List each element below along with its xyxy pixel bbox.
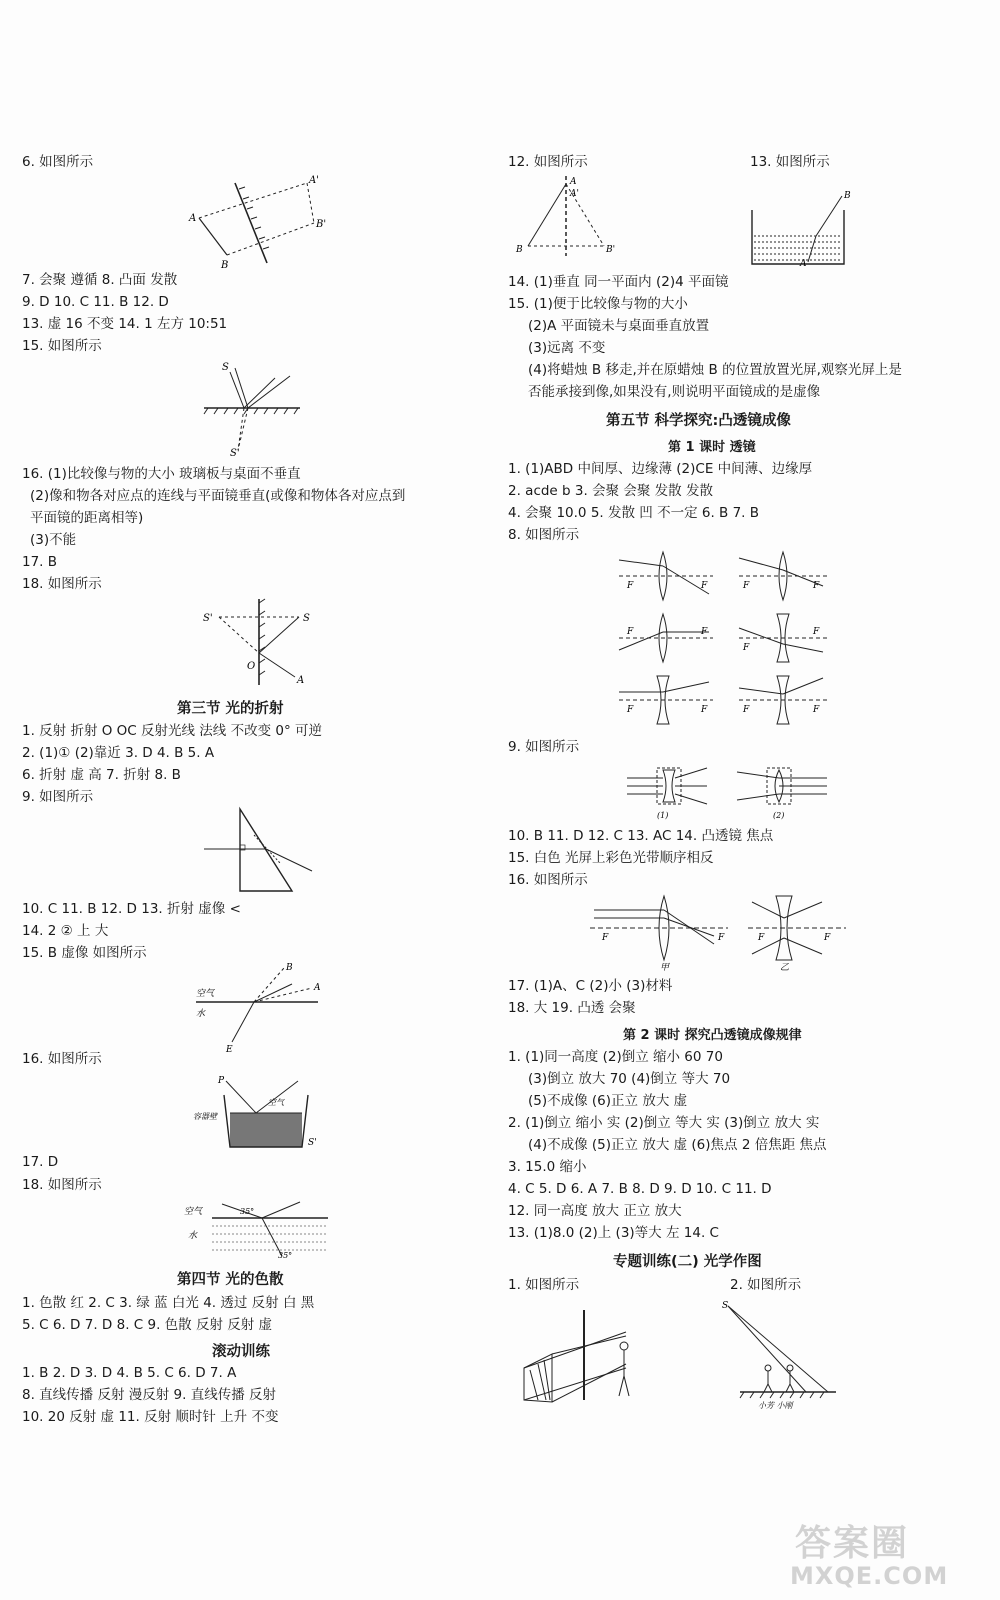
svg-text:(2): (2) <box>773 811 785 820</box>
answer-line: 16. (1)比较像与物的大小 玻璃板与桌面不垂直 <box>22 466 301 482</box>
answer-line: 12. 如图所示 <box>508 154 588 170</box>
svg-text:F: F <box>627 581 634 591</box>
svg-text:F: F <box>701 705 708 715</box>
svg-text:F: F <box>758 933 765 943</box>
svg-text:空气: 空气 <box>184 1207 203 1217</box>
svg-text:B': B' <box>606 245 616 255</box>
figure-pinhole-person <box>516 1300 666 1408</box>
watermark-url: MXQE.COM <box>790 1562 949 1590</box>
watermark-logo: 答案圈 <box>795 1523 910 1564</box>
svg-text:B': B' <box>316 219 327 230</box>
svg-text:F: F <box>701 581 708 591</box>
svg-text:E: E <box>226 1045 233 1055</box>
svg-text:F: F <box>602 933 609 943</box>
answer-line: 1. (1)ABD 中间厚、边缘薄 (2)CE 中间薄、边缘厚 <box>508 461 813 477</box>
svg-text:A: A <box>314 983 321 993</box>
section-title: 滚动训练 <box>212 1344 270 1360</box>
answer-line: 10. B 11. D 12. C 13. AC 14. 凸透镜 焦点 <box>508 828 774 844</box>
answer-line: 14. (1)垂直 同一平面内 (2)4 平面镜 <box>508 274 729 290</box>
answer-line: 1. (1)同一高度 (2)倒立 缩小 60 70 <box>508 1049 723 1065</box>
answer-line: 18. 如图所示 <box>22 1177 102 1193</box>
answer-line: 4. C 5. D 6. A 7. B 8. D 9. D 10. C 11. D <box>508 1181 772 1197</box>
section-title: 第三节 光的折射 <box>177 701 284 717</box>
svg-text:水: 水 <box>188 1231 198 1241</box>
answer-line: (4)将蜡烛 B 移走,并在原蜡烛 B 的位置放置光屏,观察光屏上是 <box>528 362 902 378</box>
svg-text:F: F <box>743 643 750 653</box>
svg-text:A: A <box>570 177 577 187</box>
figure-13-water-tank <box>748 190 858 268</box>
answer-line: (4)不成像 (5)正立 放大 虚 (6)焦点 2 倍焦距 焦点 <box>528 1137 827 1153</box>
answer-line: 6. 如图所示 <box>22 154 94 170</box>
figure-mirror-image-ab <box>187 175 347 270</box>
figure-prism-refraction <box>202 805 322 895</box>
answer-line: 14. 2 ② 上 大 <box>22 923 109 939</box>
svg-text:A: A <box>800 259 807 269</box>
answer-line: (3)不能 <box>30 532 77 548</box>
answer-line: 18. 如图所示 <box>22 576 102 592</box>
svg-text:乙: 乙 <box>780 963 790 973</box>
svg-text:F: F <box>813 705 820 715</box>
answer-line: 1. 反射 折射 O OC 反射光线 法线 不改变 0° 可逆 <box>22 723 323 739</box>
svg-text:P: P <box>218 1076 225 1086</box>
answer-line: 17. (1)A、C (2)小 (3)材料 <box>508 978 673 994</box>
answer-line: 18. 大 19. 凸透 会聚 <box>508 1000 636 1016</box>
svg-text:O: O <box>247 661 256 672</box>
section-title: 专题训练(二) 光学作图 <box>613 1254 762 1270</box>
svg-text:35°: 35° <box>240 1207 255 1216</box>
answer-line: (2)A 平面镜未与桌面垂直放置 <box>528 318 710 334</box>
svg-text:空气: 空气 <box>268 1098 284 1107</box>
figure-street-lamp <box>718 1296 848 1416</box>
answer-line: 17. B <box>22 554 58 570</box>
svg-text:A: A <box>189 213 197 224</box>
answer-line: 5. C 6. D 7. D 8. C 9. 色散 反射 反射 虚 <box>22 1317 273 1333</box>
answer-line: 2. (1)倒立 缩小 实 (2)倒立 等大 实 (3)倒立 放大 实 <box>508 1115 820 1131</box>
figure-lens-box <box>623 758 833 820</box>
figure-lens-grid <box>613 548 833 738</box>
answer-line: 15. 白色 光屏上彩色光带顺序相反 <box>508 850 714 866</box>
svg-text:S': S' <box>230 448 240 459</box>
svg-text:(1): (1) <box>657 811 669 820</box>
svg-text:A': A' <box>309 175 319 186</box>
figure-air-water-refraction <box>192 962 322 1057</box>
answer-line: 16. 如图所示 <box>508 872 588 888</box>
svg-text:35°: 35° <box>278 1251 293 1260</box>
svg-text:A: A <box>297 675 305 686</box>
answer-line: 1. B 2. D 3. D 4. B 5. C 6. D 7. A <box>22 1365 237 1381</box>
lesson-title: 第 2 课时 探究凸透镜成像规律 <box>623 1028 802 1043</box>
answer-line: 10. 20 反射 虚 11. 反射 顺时针 上升 不变 <box>22 1409 279 1425</box>
svg-text:B: B <box>286 963 293 973</box>
svg-text:S: S <box>222 362 229 373</box>
section-title: 第四节 光的色散 <box>177 1272 284 1288</box>
svg-text:A': A' <box>570 189 579 199</box>
answer-line: 6. 折射 虚 高 7. 折射 8. B <box>22 767 181 783</box>
answer-line: (5)不成像 (6)正立 放大 虚 <box>528 1093 688 1109</box>
answer-line: 1. 色散 红 2. C 3. 绿 蓝 白光 4. 透过 反射 白 黑 <box>22 1295 315 1311</box>
answer-line: 13. (1)8.0 (2)上 (3)等大 左 14. C <box>508 1225 719 1241</box>
answer-line: 3. 15.0 缩小 <box>508 1159 587 1175</box>
svg-text:F: F <box>813 581 820 591</box>
answer-line: 7. 会聚 遵循 8. 凸面 发散 <box>22 272 178 288</box>
svg-text:F: F <box>824 933 831 943</box>
figure-mirror-s-o-a <box>197 595 327 690</box>
svg-text:S: S <box>722 1301 729 1311</box>
svg-text:B: B <box>844 191 851 201</box>
answer-line: (2)像和物各对应点的连线与平面镜垂直(或像和物体各对应点到 <box>30 488 406 504</box>
answer-line: 13. 虚 16 不变 14. 1 左方 10:51 <box>22 316 228 332</box>
svg-text:甲: 甲 <box>660 963 670 973</box>
figure-air-water-35 <box>182 1198 332 1263</box>
figure-container-water <box>190 1075 340 1155</box>
svg-text:F: F <box>718 933 725 943</box>
svg-text:S: S <box>303 613 310 624</box>
answer-line: 4. 会聚 10.0 5. 发散 凹 不一定 6. B 7. B <box>508 505 760 521</box>
svg-text:F: F <box>627 627 634 637</box>
svg-text:水: 水 <box>196 1009 206 1019</box>
answer-line: 2. acde b 3. 会聚 会聚 发散 发散 <box>508 483 713 499</box>
answer-line: 9. 如图所示 <box>508 739 580 755</box>
figure-12-mirror <box>508 172 628 262</box>
svg-text:S': S' <box>308 1138 317 1148</box>
svg-text:容器壁: 容器壁 <box>193 1112 217 1121</box>
svg-text:B: B <box>516 245 523 255</box>
answer-line: 15. 如图所示 <box>22 338 102 354</box>
answer-line: 平面镜的距离相等) <box>30 510 144 526</box>
answer-line: 9. D 10. C 11. B 12. D <box>22 294 169 310</box>
answer-line: 15. B 虚像 如图所示 <box>22 945 147 961</box>
section-title: 第五节 科学探究:凸透镜成像 <box>606 413 791 429</box>
svg-text:F: F <box>743 581 750 591</box>
answer-line: 12. 同一高度 放大 正立 放大 <box>508 1203 682 1219</box>
answer-line: 9. 如图所示 <box>22 789 94 805</box>
svg-text:F: F <box>813 627 820 637</box>
answer-line: 1. 如图所示 <box>508 1277 580 1293</box>
answer-line: 8. 直线传播 反射 漫反射 9. 直线传播 反射 <box>22 1387 277 1403</box>
svg-text:F: F <box>701 627 708 637</box>
answer-line: 否能承接到像,如果没有,则说明平面镜成的是虚像 <box>528 384 821 400</box>
figure-reflection-s <box>200 358 310 458</box>
answer-line: 2. 如图所示 <box>730 1277 802 1293</box>
svg-text:空气: 空气 <box>196 989 215 999</box>
answer-line: 13. 如图所示 <box>750 154 830 170</box>
answer-line: (3)远离 不变 <box>528 340 606 356</box>
answer-line: 17. D <box>22 1154 59 1170</box>
svg-text:S': S' <box>203 613 213 624</box>
svg-text:F: F <box>743 705 750 715</box>
answer-line: 10. C 11. B 12. D 13. 折射 虚像 < <box>22 901 241 917</box>
svg-text:B: B <box>221 260 229 271</box>
answer-line: 8. 如图所示 <box>508 527 580 543</box>
answer-line: (3)倒立 放大 70 (4)倒立 等大 70 <box>528 1071 731 1087</box>
figure-lens-jia-yi <box>588 890 848 972</box>
answer-line: 16. 如图所示 <box>22 1051 102 1067</box>
svg-text:F: F <box>627 705 634 715</box>
lesson-title: 第 1 课时 透镜 <box>668 440 756 455</box>
answer-line: 15. (1)便于比较像与物的大小 <box>508 296 688 312</box>
svg-text:小芳 小刚: 小芳 小刚 <box>758 1401 793 1410</box>
answer-line: 2. (1)① (2)靠近 3. D 4. B 5. A <box>22 745 215 761</box>
